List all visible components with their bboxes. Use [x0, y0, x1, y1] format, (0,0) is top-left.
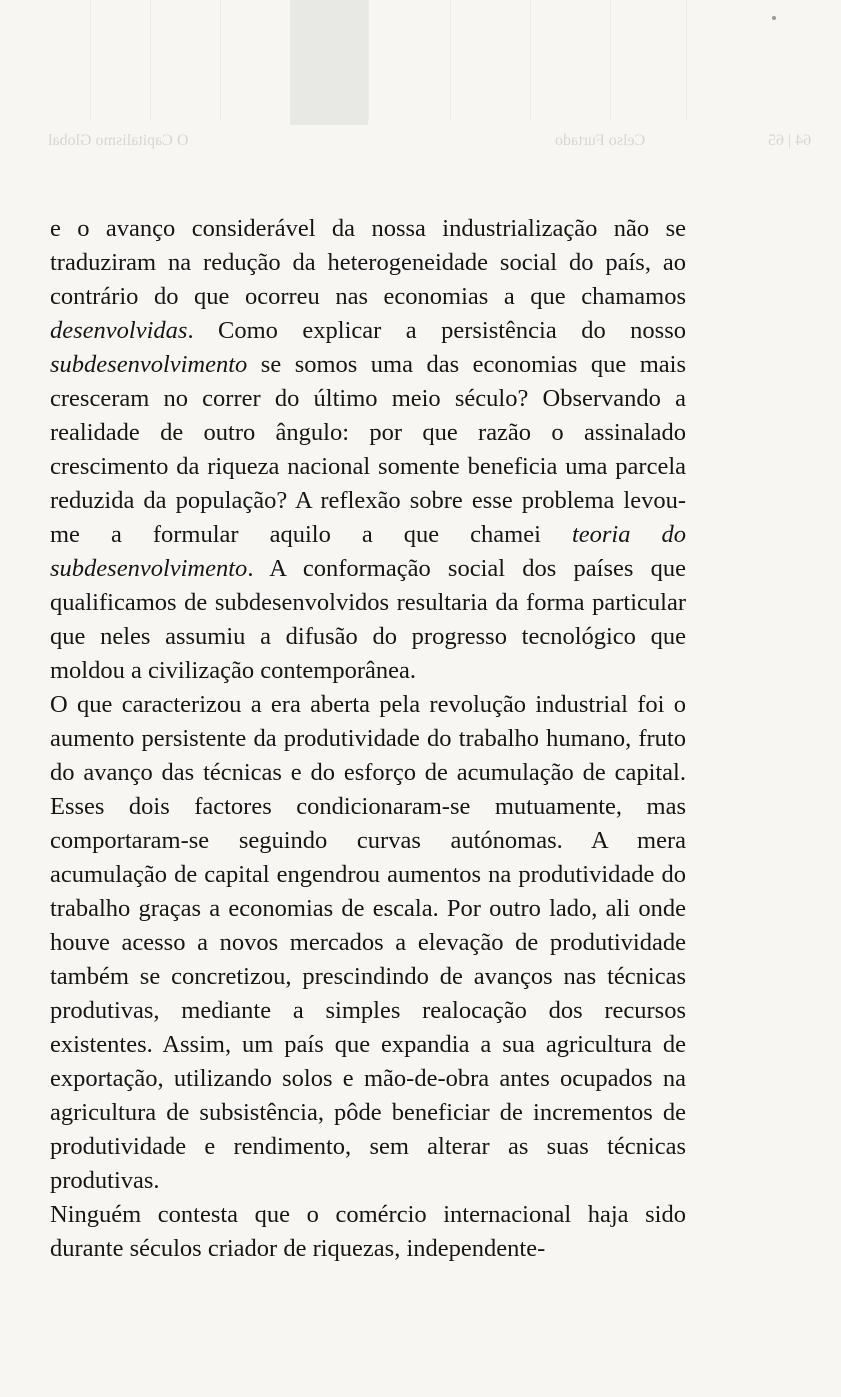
paragraph — [50, 212, 686, 688]
text-run: . Como explicar a persistência do nosso — [187, 317, 686, 344]
paragraph — [50, 688, 686, 1198]
bleed-through-table — [50, 0, 690, 120]
page-body — [50, 212, 686, 1266]
speck-mark — [772, 16, 776, 20]
paragraph — [50, 1198, 686, 1266]
text-run: Ninguém contesta que o comércio internacional haja sido durante séculos criador de riquezas, independente- — [50, 1201, 686, 1262]
text-run: e o avanço considerável da nossa industrialização não se traduziram na redução da heterogeneidade social do país, ao contrário do que ocorreu nas economias a que chamamos — [50, 215, 686, 310]
italic-term: desenvolvidas — [50, 317, 188, 344]
bleed-page-number: 64 | 65 — [768, 132, 812, 149]
text-run: O que caracterizou a era aberta pela revolução industrial foi o aumento persistente da produtividade do trabalho humano, fruto do avanço das técnicas e do esforço de acumulação de capital. Esses dois factores condicionaram-se mutuamente, mas comportaram-se seguindo curvas autónomas. A mera acumulação de capital engendrou aumentos na produtividade do trabalho graças a economias de escala. Por outro lado, ali onde houve acesso a novos mercados a elevação de produtividade também se concretizou, prescindindo de avanços nas técnicas produtivas, mediante a simples realocação dos recursos existentes. Assim, um país que expandia a sua agricultura de exportação, utilizando solos e mão-de-obra antes ocupados na agricultura de subsistência, pôde beneficiar de incrementos de produtividade e rendimento, sem alterar as suas técnicas produtivas. — [50, 691, 686, 1194]
text-run: . A conformação social dos países que qualificamos de subdesenvolvidos resultaria da forma particular que neles assumiu a difusão do progresso tecnológico que moldou a civilização contemporânea. — [50, 555, 686, 684]
bleed-through-running-header — [0, 132, 841, 156]
text-run: se somos uma das economias que mais cresceram no correr do último meio século? Observando a realidade de outro ângulo: por que razão o assinalado crescimento da riqueza nacional somente beneficia uma parcela reduzida da população? A reflexão sobre esse problema levou-me a formular aquilo a que chamei — [50, 351, 686, 548]
italic-term: teoria do subdesenvolvimento — [50, 521, 686, 582]
bleed-header-right: O Capitalismo Global — [48, 132, 189, 149]
bleed-header-left: Celso Furtado — [555, 132, 646, 149]
italic-term: subdesenvolvimento — [50, 351, 248, 378]
